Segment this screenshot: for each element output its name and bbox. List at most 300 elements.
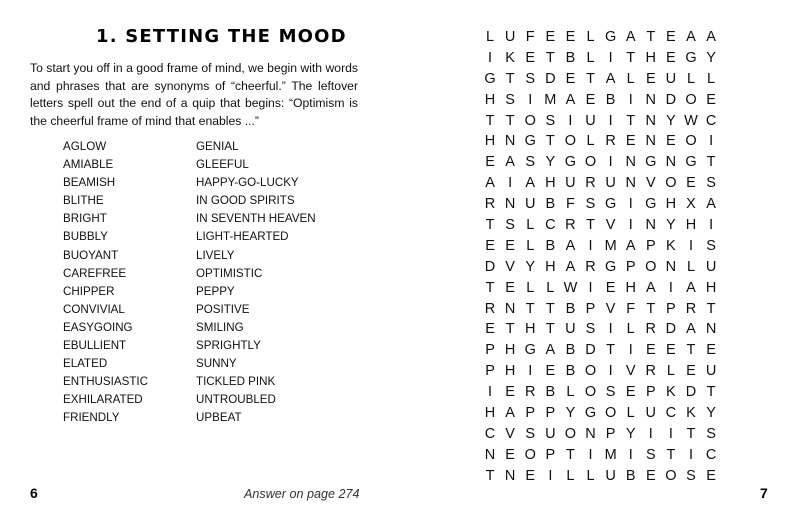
grid-letter: O — [685, 133, 697, 150]
grid-letter: C — [484, 425, 496, 442]
grid-letter: E — [645, 342, 656, 359]
word-list-item: SMILING — [196, 320, 244, 334]
word-list-item: BLITHE — [63, 194, 104, 208]
grid-letter: E — [485, 154, 495, 171]
grid-letter: H — [545, 175, 556, 192]
grid-letter: B — [565, 363, 576, 380]
grid-letter: N — [645, 217, 657, 234]
grid-letter: I — [588, 279, 593, 296]
grid-letter: S — [706, 175, 716, 192]
grid-letter: O — [524, 112, 536, 129]
grid-letter: T — [545, 300, 555, 317]
word-list-item: BUBBLY — [63, 230, 108, 244]
grid-letter: B — [545, 237, 556, 254]
word-list-item: ENTHUSIASTIC — [63, 375, 149, 389]
grid-letter: G — [564, 154, 577, 171]
grid-letter: O — [564, 425, 577, 442]
grid-letter: U — [705, 258, 717, 275]
grid-letter: L — [626, 405, 635, 422]
grid-letter: K — [505, 49, 515, 66]
grid-letter: L — [626, 321, 635, 338]
grid-letter: Y — [625, 425, 636, 442]
grid-letter: V — [505, 425, 515, 442]
grid-letter: A — [485, 175, 495, 192]
grid-letter: M — [604, 446, 617, 463]
grid-letter: I — [588, 237, 593, 254]
grid-letter: E — [505, 384, 515, 401]
grid-letter: R — [484, 300, 496, 317]
grid-letter: N — [625, 175, 636, 192]
grid-letter: H — [705, 279, 717, 296]
grid-letter: R — [484, 196, 496, 213]
grid-letter: A — [565, 258, 576, 275]
grid-letter: F — [565, 196, 575, 213]
grid-letter: U — [645, 405, 657, 422]
grid-letter: U — [565, 175, 576, 192]
grid-letter: K — [666, 384, 676, 401]
grid-letter: T — [505, 112, 515, 129]
puzzle-title: 1. SETTING THE MOOD — [96, 26, 347, 47]
grid-letter: N — [625, 154, 636, 171]
grid-letter: E — [645, 467, 656, 484]
grid-letter: T — [485, 112, 495, 129]
grid-letter: C — [705, 446, 717, 463]
grid-letter: G — [604, 258, 617, 275]
grid-letter: E — [485, 321, 495, 338]
grid-letter: H — [524, 321, 536, 338]
grid-letter: T — [686, 342, 696, 359]
grid-letter: F — [525, 29, 535, 45]
grid-letter: A — [625, 237, 636, 254]
grid-letter: B — [565, 49, 576, 66]
grid-letter: T — [706, 154, 716, 171]
grid-letter: L — [586, 467, 595, 484]
answer-reference: Answer on page 274 — [244, 487, 360, 501]
grid-letter: E — [625, 133, 636, 150]
word-list-item: CAREFREE — [63, 266, 127, 280]
grid-letter: O — [584, 384, 597, 401]
grid-letter: S — [645, 446, 656, 463]
grid-letter: I — [628, 342, 633, 359]
grid-letter: L — [586, 29, 595, 45]
grid-letter: I — [688, 446, 693, 463]
grid-letter: E — [565, 29, 576, 45]
grid-letter: B — [625, 467, 636, 484]
grid-letter: N — [585, 425, 596, 442]
grid-letter: R — [585, 175, 596, 192]
grid-letter: U — [524, 196, 536, 213]
grid-letter: A — [505, 154, 515, 171]
grid-letter: Y — [666, 217, 676, 234]
grid-letter: I — [608, 49, 613, 66]
grid-letter: R — [565, 217, 576, 234]
grid-letter: I — [588, 446, 593, 463]
grid-letter: V — [605, 217, 616, 234]
grid-letter: G — [604, 196, 617, 213]
grid-letter: D — [585, 342, 596, 359]
grid-letter: N — [645, 112, 657, 129]
grid-letter: E — [485, 237, 495, 254]
grid-letter: L — [686, 70, 696, 87]
grid-letter: X — [686, 196, 696, 213]
grid-letter: E — [686, 175, 696, 192]
grid-letter: R — [585, 258, 596, 275]
grid-letter: P — [625, 258, 636, 275]
grid-letter: T — [485, 217, 495, 234]
grid-letter: T — [626, 49, 636, 66]
word-list-item: AMIABLE — [63, 158, 114, 172]
word-list-item: GLEEFUL — [196, 158, 249, 172]
word-list-item: BEAMISH — [63, 176, 116, 190]
grid-letter: K — [686, 405, 696, 422]
grid-letter: U — [705, 363, 717, 380]
grid-letter: U — [504, 29, 516, 45]
grid-letter: E — [565, 70, 576, 87]
grid-letter: Y — [565, 405, 576, 422]
grid-letter: T — [686, 425, 696, 442]
grid-letter: S — [525, 154, 536, 171]
grid-letter: T — [545, 321, 555, 338]
grid-letter: O — [665, 175, 677, 192]
grid-letter: E — [645, 70, 656, 87]
grid-letter: T — [545, 133, 555, 150]
grid-letter: I — [628, 217, 633, 234]
grid-letter: F — [626, 300, 636, 317]
grid-letter: M — [544, 91, 557, 108]
word-list-item: SPRIGHTLY — [196, 339, 261, 353]
grid-letter: I — [709, 133, 714, 150]
grid-letter: T — [485, 279, 495, 296]
grid-letter: O — [604, 405, 617, 422]
grid-letter: E — [706, 342, 716, 359]
grid-letter: L — [486, 29, 495, 45]
grid-letter: P — [545, 446, 556, 463]
grid-letter: A — [686, 279, 696, 296]
grid-letter: L — [707, 70, 716, 87]
grid-letter: I — [648, 425, 653, 442]
grid-letter: I — [668, 425, 673, 442]
grid-letter: Y — [706, 405, 716, 422]
word-list-item: UPBEAT — [196, 411, 242, 425]
grid-letter: D — [484, 258, 496, 275]
grid-letter: A — [565, 237, 576, 254]
grid-letter: T — [505, 321, 515, 338]
grid-letter: T — [626, 112, 636, 129]
grid-letter: O — [665, 467, 677, 484]
grid-letter: L — [546, 279, 555, 296]
grid-letter: E — [545, 363, 556, 380]
grid-letter: P — [605, 425, 616, 442]
page-number-right: 7 — [760, 485, 768, 501]
grid-letter: P — [485, 342, 495, 359]
grid-letter: C — [705, 112, 717, 129]
grid-letter: G — [685, 49, 697, 66]
grid-letter: L — [526, 279, 535, 296]
grid-letter: L — [566, 467, 575, 484]
grid-letter: N — [504, 133, 516, 150]
grid-letter: I — [668, 279, 673, 296]
grid-letter: E — [706, 91, 716, 108]
word-list-item: CONVIVIAL — [63, 302, 125, 316]
grid-letter: H — [645, 49, 657, 66]
grid-letter: H — [484, 133, 496, 150]
grid-letter: Y — [545, 154, 556, 171]
grid-letter: R — [645, 363, 657, 380]
grid-letter: N — [665, 258, 677, 275]
grid-letter: P — [545, 405, 556, 422]
grid-letter: S — [585, 321, 596, 338]
grid-letter: N — [504, 467, 516, 484]
grid-letter: O — [685, 91, 697, 108]
word-list-item: PEPPY — [196, 284, 235, 298]
grid-letter: T — [646, 300, 656, 317]
grid-letter: I — [608, 112, 613, 129]
word-search-grid — [480, 27, 721, 487]
word-list-item: ELATED — [63, 357, 108, 371]
grid-letter: S — [545, 112, 556, 129]
word-list-item: BRIGHT — [63, 212, 107, 226]
grid-letter: I — [508, 175, 513, 192]
word-list-item: FRIENDLY — [63, 411, 120, 425]
word-list-item: UNTROUBLED — [196, 393, 276, 407]
grid-letter: A — [605, 70, 616, 87]
grid-letter: P — [666, 300, 676, 317]
grid-letter: E — [585, 91, 596, 108]
grid-letter: E — [545, 29, 556, 45]
grid-letter: E — [505, 279, 515, 296]
grid-letter: A — [545, 342, 556, 359]
grid-letter: S — [505, 217, 515, 234]
grid-letter: P — [645, 237, 656, 254]
grid-letter: O — [584, 363, 597, 380]
grid-letter: H — [504, 363, 516, 380]
word-list-item: OPTIMISTIC — [196, 266, 263, 280]
grid-letter: P — [585, 300, 596, 317]
grid-letter: L — [686, 258, 696, 275]
grid-letter: D — [665, 91, 677, 108]
grid-letter: O — [584, 154, 597, 171]
grid-letter: E — [525, 467, 536, 484]
grid-letter: S — [585, 196, 596, 213]
word-list-item: BUOYANT — [63, 248, 119, 262]
grid-letter: V — [625, 363, 636, 380]
grid-letter: W — [684, 112, 698, 129]
grid-letter: E — [605, 279, 616, 296]
grid-letter: D — [685, 384, 697, 401]
word-list-item: GENIAL — [196, 140, 239, 153]
grid-letter: B — [545, 196, 556, 213]
grid-letter: H — [545, 258, 556, 275]
grid-letter: S — [525, 70, 536, 87]
grid-letter: I — [628, 196, 633, 213]
word-list-item: LIVELY — [196, 248, 235, 262]
grid-letter: I — [488, 384, 493, 401]
word-list-item: EASYGOING — [63, 320, 133, 334]
grid-letter: A — [565, 91, 576, 108]
grid-letter: E — [666, 342, 676, 359]
grid-letter: A — [706, 196, 716, 213]
grid-letter: C — [545, 217, 556, 234]
grid-letter: I — [568, 112, 573, 129]
word-list-column-1 — [63, 138, 148, 428]
grid-letter: U — [585, 112, 596, 129]
grid-letter: T — [525, 300, 535, 317]
grid-letter: I — [608, 154, 613, 171]
grid-letter: G — [484, 70, 496, 87]
grid-letter: N — [705, 321, 717, 338]
grid-letter: T — [646, 29, 656, 45]
word-list-item: EBULLIENT — [63, 339, 127, 353]
grid-letter: P — [525, 405, 536, 422]
word-list-item: HAPPY-GO-LUCKY — [196, 176, 299, 190]
grid-letter: B — [545, 384, 556, 401]
grid-letter: N — [645, 133, 657, 150]
grid-letter: E — [525, 49, 536, 66]
grid-letter: R — [605, 133, 616, 150]
grid-letter: H — [625, 279, 636, 296]
grid-letter: T — [706, 384, 716, 401]
grid-letter: L — [666, 363, 675, 380]
grid-letter: A — [645, 279, 656, 296]
grid-letter: V — [645, 175, 656, 192]
grid-letter: N — [484, 446, 496, 463]
grid-letter: G — [584, 405, 597, 422]
grid-letter: D — [545, 70, 556, 87]
grid-letter: A — [525, 175, 536, 192]
grid-letter: A — [686, 321, 696, 338]
grid-letter: T — [606, 342, 616, 359]
word-list-item: SUNNY — [196, 357, 237, 371]
grid-letter: I — [548, 467, 553, 484]
grid-letter: D — [665, 321, 677, 338]
grid-letter: T — [706, 300, 716, 317]
grid-letter: I — [709, 217, 714, 234]
word-list-item: IN SEVENTH HEAVEN — [196, 212, 316, 226]
grid-letter: V — [605, 300, 616, 317]
grid-letter: T — [485, 467, 495, 484]
word-list-column-2 — [196, 138, 316, 428]
grid-letter: P — [485, 363, 495, 380]
grid-letter: U — [605, 175, 616, 192]
grid-letter: O — [645, 258, 657, 275]
grid-letter: L — [586, 49, 595, 66]
grid-letter: E — [505, 237, 515, 254]
page-number-left: 6 — [30, 485, 38, 501]
grid-letter: H — [665, 196, 677, 213]
grid-letter: K — [666, 237, 676, 254]
grid-letter: U — [605, 467, 616, 484]
grid-letter: S — [686, 467, 696, 484]
grid-letter: I — [608, 363, 613, 380]
grid-letter: H — [484, 405, 496, 422]
grid-letter: R — [685, 300, 697, 317]
grid-letter: Y — [706, 49, 716, 66]
grid-letter: H — [484, 91, 496, 108]
word-list-item: IN GOOD SPIRITS — [196, 194, 295, 208]
grid-letter: H — [504, 342, 516, 359]
grid-letter: A — [625, 29, 636, 45]
right-page — [400, 0, 800, 513]
grid-letter: E — [666, 49, 676, 66]
grid-letter: L — [526, 237, 535, 254]
grid-letter: L — [586, 133, 595, 150]
grid-letter: G — [524, 342, 536, 359]
grid-letter: S — [505, 91, 515, 108]
grid-letter: N — [665, 154, 677, 171]
grid-letter: U — [665, 70, 677, 87]
grid-letter: S — [706, 425, 716, 442]
word-list-item: TICKLED PINK — [196, 375, 276, 389]
grid-letter: N — [504, 300, 516, 317]
grid-letter: U — [545, 425, 556, 442]
grid-letter: H — [685, 217, 697, 234]
grid-letter: E — [625, 384, 636, 401]
grid-letter: Y — [525, 258, 536, 275]
grid-letter: I — [528, 91, 533, 108]
grid-letter: R — [645, 321, 657, 338]
grid-letter: E — [706, 467, 716, 484]
word-list-item: AGLOW — [63, 140, 107, 153]
grid-letter: I — [688, 237, 693, 254]
grid-letter: I — [528, 363, 533, 380]
word-list-item: POSITIVE — [196, 302, 250, 316]
grid-letter: E — [686, 363, 696, 380]
grid-letter: N — [645, 91, 657, 108]
grid-letter: G — [645, 154, 657, 171]
grid-letter: L — [566, 384, 575, 401]
grid-letter: I — [608, 321, 613, 338]
word-list-item: LIGHT-HEARTED — [196, 230, 289, 244]
grid-letter: G — [645, 196, 657, 213]
grid-letter: E — [666, 133, 676, 150]
grid-letter: T — [565, 446, 575, 463]
grid-letter: S — [605, 384, 616, 401]
grid-letter: G — [604, 29, 617, 45]
grid-letter: I — [628, 446, 633, 463]
grid-letter: I — [488, 49, 493, 66]
grid-letter: B — [565, 342, 576, 359]
grid-letter: S — [525, 425, 536, 442]
grid-letter: L — [626, 70, 635, 87]
grid-letter: G — [685, 154, 697, 171]
grid-letter: G — [524, 133, 536, 150]
word-list-item: EXHILARATED — [63, 393, 143, 407]
grid-letter: E — [666, 29, 676, 45]
grid-letter: L — [526, 217, 535, 234]
grid-letter: T — [586, 70, 595, 87]
grid-letter: T — [505, 70, 515, 87]
grid-letter: O — [524, 446, 536, 463]
grid-letter: T — [586, 217, 595, 234]
grid-letter: O — [564, 133, 577, 150]
grid-letter: W — [563, 279, 578, 296]
grid-letter: S — [706, 237, 716, 254]
grid-letter: A — [706, 29, 716, 45]
grid-letter: P — [645, 384, 656, 401]
grid-letter: M — [604, 237, 617, 254]
grid-letter: T — [545, 49, 555, 66]
grid-letter: C — [665, 405, 677, 422]
grid-letter: N — [504, 196, 516, 213]
grid-letter: A — [686, 29, 696, 45]
grid-letter: R — [524, 384, 536, 401]
grid-letter: T — [666, 446, 676, 463]
grid-letter: Y — [666, 112, 676, 129]
word-list-item: CHIPPER — [63, 284, 115, 298]
puzzle-instructions: To start you off in a good frame of mind, we begin with words and phrases that are synonyms of “cheerful.” The leftover letters spell out the end of a quip that begins: “Optimism is the cheerful frame of mind that enables ...” — [30, 61, 358, 128]
grid-letter: A — [505, 405, 515, 422]
grid-letter: V — [505, 258, 515, 275]
